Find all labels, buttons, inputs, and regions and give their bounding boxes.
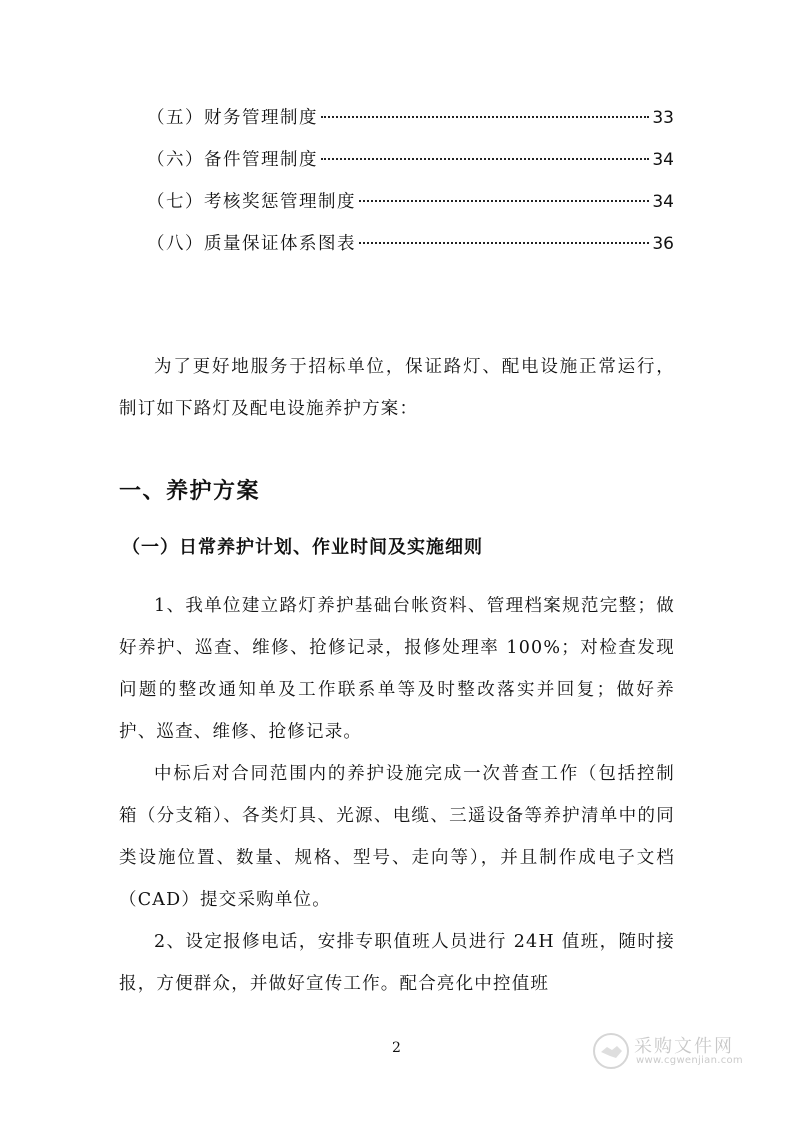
toc-entry[interactable]	[147, 146, 674, 188]
toc-leader-dots	[321, 158, 649, 160]
section-heading: 一、养护方案	[119, 479, 261, 504]
watermark	[592, 1030, 767, 1074]
toc-entry[interactable]	[147, 104, 674, 146]
toc-entry-page: 33	[652, 108, 674, 128]
toc-leader-dots	[321, 116, 649, 118]
watermark-url: www.cgwenjian.com	[636, 1055, 743, 1066]
toc-entry-title: （六）备件管理制度	[147, 150, 318, 170]
toc-entry-page: 34	[652, 192, 674, 212]
body-paragraph-1: 1、我单位建立路灯养护基础台帐资料、管理档案规范完整；做好养护、巡查、维修、抢修记录，报修处理率 100%；对检查发现问题的整改通知单及工作联系单等及时整改落实并回复；做好养护、巡查、维修、抢修记录。	[119, 596, 675, 742]
toc-entry-page: 34	[652, 150, 674, 170]
subsection-heading: （一）日常养护计划、作业时间及实施细则	[122, 537, 483, 558]
body-paragraph-2: 中标后对合同范围内的养护设施完成一次普查工作（包括控制箱（分支箱）、各类灯具、光源、电缆、三遥设备等养护清单中的同类设施位置、数量、规格、型号、走向等），并且制作成电子文档（CAD）提交采购单位。	[119, 764, 675, 910]
toc-entry-title: （五）财务管理制度	[147, 108, 318, 128]
toc-entry[interactable]	[147, 230, 674, 272]
toc-entry-title: （八）质量保证体系图表	[147, 234, 356, 254]
page-number: 2	[392, 1040, 401, 1056]
intro-paragraph: 为了更好地服务于招标单位，保证路灯、配电设施正常运行，制订如下路灯及配电设施养护方案：	[119, 357, 675, 419]
handshake-logo-icon	[592, 1032, 630, 1070]
body-paragraph-3: 2、设定报修电话，安排专职值班人员进行 24H 值班，随时接报，方便群众，并做好宣传工作。配合亮化中控值班	[119, 932, 675, 994]
watermark-name: 采购文件网	[634, 1036, 734, 1057]
toc-leader-dots	[359, 200, 649, 202]
toc-entry[interactable]	[147, 188, 674, 230]
toc-entry-title: （七）考核奖惩管理制度	[147, 192, 356, 212]
toc-leader-dots	[359, 242, 649, 244]
toc-entry-page: 36	[652, 234, 674, 254]
table-of-contents	[147, 104, 674, 272]
